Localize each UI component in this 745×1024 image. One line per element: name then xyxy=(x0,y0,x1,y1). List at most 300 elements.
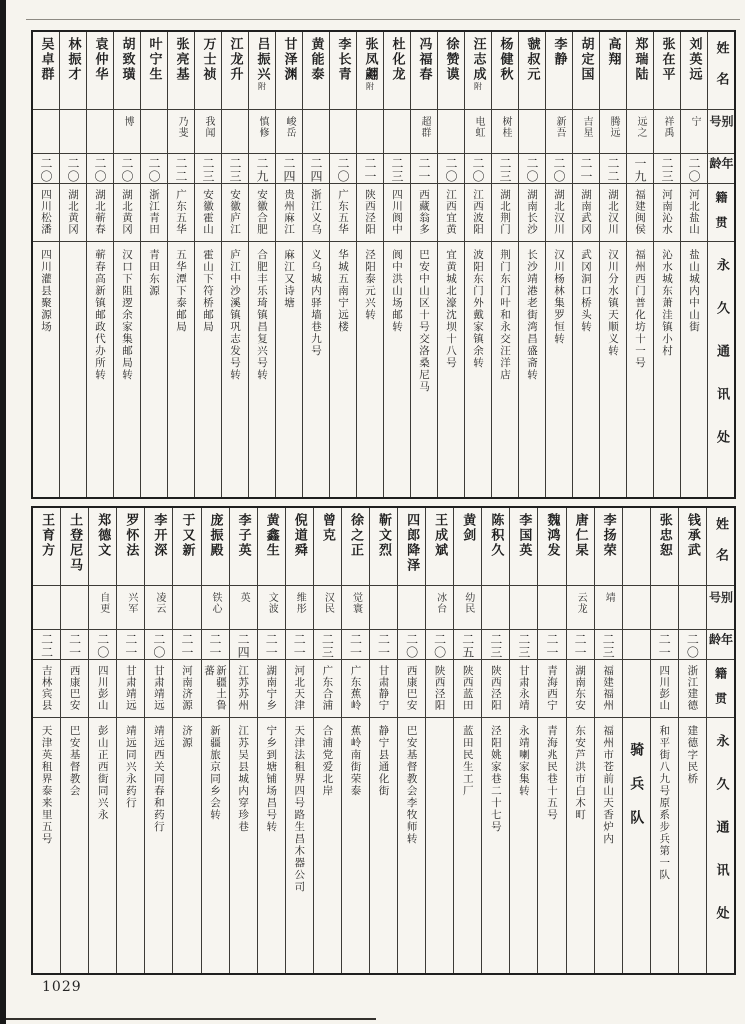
roster-column xyxy=(653,32,680,497)
person-age xyxy=(249,154,275,184)
person-name-text: 张在平 xyxy=(659,37,675,82)
person-native-text: 湖北汉川 xyxy=(607,189,619,235)
person-alias-text: 我闻 xyxy=(203,116,214,138)
person-alias xyxy=(454,586,481,630)
person-native-place xyxy=(538,660,565,718)
header-name-text: 姓名 xyxy=(712,517,728,579)
person-address xyxy=(510,718,537,973)
person-alias-text: 乃斐 xyxy=(176,116,187,138)
person-alias xyxy=(411,110,437,154)
roster-column xyxy=(369,508,397,973)
person-alias xyxy=(230,586,257,630)
person-alias xyxy=(249,110,275,154)
person-address-text: 东安芦洪市白木町 xyxy=(574,725,587,821)
header-native-text: 籍贯 xyxy=(714,191,728,241)
person-age-text: 二一 xyxy=(348,633,363,659)
person-name xyxy=(168,32,194,110)
person-alias xyxy=(33,586,60,630)
person-age xyxy=(454,630,481,660)
person-name xyxy=(465,32,491,110)
person-name xyxy=(492,32,518,110)
person-alias xyxy=(426,586,453,630)
person-name-text: 吴卓群 xyxy=(38,37,54,82)
person-native-text: 江苏苏州 xyxy=(237,665,250,711)
roster-column xyxy=(140,32,167,497)
person-name xyxy=(370,508,397,586)
roster-column xyxy=(650,508,678,973)
person-name-text: 徐赞谟 xyxy=(443,37,459,82)
person-age-text: 二〇 xyxy=(93,157,107,183)
header-name-label xyxy=(708,32,734,110)
person-age-text: 二三 xyxy=(516,633,531,659)
person-name xyxy=(651,508,678,586)
person-address xyxy=(342,718,369,973)
person-alias-text: 铁心 xyxy=(210,592,222,614)
person-name xyxy=(33,32,59,110)
person-native-place xyxy=(117,660,144,718)
person-address-text: 蕲春高新镇邮政代办所转 xyxy=(94,249,106,381)
person-age-text: 二〇 xyxy=(95,633,110,659)
person-alias xyxy=(538,586,565,630)
person-name-text: 张忠恕 xyxy=(656,513,672,558)
roster-column xyxy=(509,508,537,973)
person-age-text: 二〇 xyxy=(432,633,447,659)
person-age-text: 二三 xyxy=(488,633,503,659)
person-age-text: 二一 xyxy=(123,633,138,659)
person-alias xyxy=(342,586,369,630)
person-address-text: 静宁县通化街 xyxy=(377,725,390,797)
person-age xyxy=(258,630,285,660)
person-name-text: 于又新 xyxy=(179,513,195,558)
person-name-text: 李开深 xyxy=(151,513,167,558)
person-alias-text: 兴军 xyxy=(125,592,137,614)
person-address xyxy=(600,242,626,497)
person-native-place xyxy=(87,184,113,242)
person-address-text: 宁乡到塘铺场昌号转 xyxy=(265,725,278,833)
person-age-text: 二〇 xyxy=(39,157,53,183)
header-name-label xyxy=(707,508,734,586)
person-age-text: 二一 xyxy=(544,633,559,659)
person-name xyxy=(222,32,248,110)
person-age xyxy=(654,154,680,184)
person-address xyxy=(573,242,599,497)
person-native-place xyxy=(627,184,653,242)
person-address-text: 天津英租界泰来里五号 xyxy=(40,725,53,845)
person-age xyxy=(230,630,257,660)
person-native-text: 四川彭山 xyxy=(658,665,671,711)
person-address-text: 盐山城内中山街 xyxy=(688,249,700,333)
person-native-text: 四川松潘 xyxy=(40,189,52,235)
person-name xyxy=(61,508,88,586)
person-address xyxy=(303,242,329,497)
person-alias-text: 自更 xyxy=(97,592,109,614)
person-name xyxy=(510,508,537,586)
person-age-text: 二一 xyxy=(573,633,588,659)
person-address-text: 汉川分水镇天顺义转 xyxy=(607,249,619,357)
person-address-text: 天津法租界四号路生昌木器公司 xyxy=(293,725,306,893)
person-age xyxy=(314,630,341,660)
person-address-text: 福州市苍前山天香炉内 xyxy=(602,725,615,845)
person-native-text: 安徽霍山 xyxy=(202,189,214,235)
header-age-text: 年龄 xyxy=(708,157,734,171)
person-native-place xyxy=(370,660,397,718)
person-alias xyxy=(465,110,491,154)
person-address xyxy=(492,242,518,497)
person-alias-text: 树桂 xyxy=(500,116,511,138)
person-name-text: 张亮基 xyxy=(173,37,189,82)
person-name-text: 吕振兴 xyxy=(254,37,270,82)
person-address-text: 长沙靖港老街湾昌盛斋转 xyxy=(526,249,538,381)
person-address-text: 阆中洪山场邮转 xyxy=(391,249,403,333)
person-native-text: 湖南长沙 xyxy=(526,189,538,235)
person-native-text: 福建闽侯 xyxy=(634,189,646,235)
person-native-text: 贵州麻江 xyxy=(283,189,295,235)
person-alias xyxy=(303,110,329,154)
person-native-place xyxy=(454,660,481,718)
person-native-text: 湖北汉川 xyxy=(553,189,565,235)
roster-column xyxy=(201,508,229,973)
person-alias xyxy=(627,110,653,154)
person-alias xyxy=(117,586,144,630)
person-age xyxy=(623,630,650,660)
person-name-text: 徐之正 xyxy=(347,513,363,558)
person-name xyxy=(195,32,221,110)
person-alias-text: 维彤 xyxy=(294,592,306,614)
person-native-text: 四川阆中 xyxy=(391,189,403,235)
person-address xyxy=(627,242,653,497)
person-name xyxy=(679,508,706,586)
person-native-place xyxy=(276,184,302,242)
person-address xyxy=(314,718,341,973)
person-name xyxy=(482,508,509,586)
person-age xyxy=(141,154,167,184)
person-age-text: 二一 xyxy=(579,157,593,183)
person-address xyxy=(465,242,491,497)
person-age xyxy=(168,154,194,184)
person-age-text: 二四 xyxy=(236,633,251,659)
person-address xyxy=(249,242,275,497)
person-alias xyxy=(398,586,425,630)
person-native-place xyxy=(398,660,425,718)
person-native-place xyxy=(679,660,706,718)
person-address-text: 靖远西关同春和药行 xyxy=(152,725,165,833)
person-age-text: 二三 xyxy=(320,633,335,659)
roster-column xyxy=(425,508,453,973)
person-name xyxy=(117,508,144,586)
person-alias-text: 靖 xyxy=(603,592,615,603)
person-name xyxy=(258,508,285,586)
scan-edge-top xyxy=(26,19,740,20)
person-native-text: 安徽庐江 xyxy=(229,189,241,235)
person-name-text: 李国英 xyxy=(516,513,532,558)
person-address xyxy=(651,718,678,973)
person-alias xyxy=(357,110,383,154)
person-address-text: 四川灌县聚源场 xyxy=(40,249,52,333)
person-name-text: 张凤翽 xyxy=(362,37,378,82)
person-native-text: 湖北黄冈 xyxy=(121,189,133,235)
roster-column xyxy=(453,508,481,973)
person-name xyxy=(681,32,707,110)
person-native-text: 浙江青田 xyxy=(148,189,160,235)
person-name-text: 江龙升 xyxy=(227,37,243,82)
person-address-text: 合浦党爱北岸 xyxy=(321,725,334,797)
roster-column xyxy=(594,508,622,973)
person-name-suffix: 附 xyxy=(473,82,483,92)
person-native-place xyxy=(33,184,59,242)
person-native-place xyxy=(342,660,369,718)
person-age-text: 二一 xyxy=(417,157,431,183)
person-alias xyxy=(330,110,356,154)
person-alias xyxy=(61,586,88,630)
person-name-text: 袁仲华 xyxy=(92,37,108,82)
header-address-text: 永久通讯处 xyxy=(714,258,729,473)
person-native-text: 吉林宾县 xyxy=(40,665,53,711)
person-address xyxy=(679,718,706,973)
person-native-text: 甘肃永靖 xyxy=(517,665,530,711)
header-native-text: 籍贯 xyxy=(713,667,728,717)
person-age xyxy=(89,630,116,660)
person-native-place xyxy=(202,660,229,718)
person-alias-text: 祥禹 xyxy=(662,116,673,138)
person-age xyxy=(195,154,221,184)
person-name-text: 李子英 xyxy=(235,513,251,558)
header-alias-text: 别号 xyxy=(708,115,734,136)
person-age xyxy=(538,630,565,660)
person-native-place xyxy=(384,184,410,242)
person-name xyxy=(438,32,464,110)
person-age-text: 二〇 xyxy=(685,633,700,659)
person-address xyxy=(168,242,194,497)
person-address-text: 庐江中沙溪镇巩志发号转 xyxy=(229,249,241,381)
person-name-text: 曾克 xyxy=(319,513,335,543)
person-alias xyxy=(141,110,167,154)
roster-column xyxy=(397,508,425,973)
person-alias xyxy=(595,586,622,630)
person-native-text: 江西宜黄 xyxy=(445,189,457,235)
person-alias-text: 电虹 xyxy=(473,116,484,138)
person-age-text: 二二 xyxy=(39,633,54,659)
person-name-text: 虢叔元 xyxy=(524,37,540,82)
roster-column xyxy=(194,32,221,497)
person-address xyxy=(114,242,140,497)
person-address xyxy=(89,718,116,973)
person-age-text: 二〇 xyxy=(151,633,166,659)
person-address xyxy=(426,718,453,973)
person-name xyxy=(411,32,437,110)
person-age xyxy=(651,630,678,660)
person-alias xyxy=(370,586,397,630)
roster-column xyxy=(59,32,86,497)
person-age xyxy=(595,630,622,660)
person-age xyxy=(33,154,59,184)
person-name xyxy=(314,508,341,586)
person-name-text: 汪志成 xyxy=(470,37,486,82)
person-native-place xyxy=(600,184,626,242)
header-age-text: 年龄 xyxy=(707,633,734,647)
person-age-text: 二二 xyxy=(606,157,620,183)
person-name xyxy=(654,32,680,110)
roster-column xyxy=(33,32,59,497)
person-age xyxy=(426,630,453,660)
person-name-text: 倪道舜 xyxy=(291,513,307,558)
person-native-text: 江西波阳 xyxy=(472,189,484,235)
person-age xyxy=(173,630,200,660)
person-name xyxy=(573,32,599,110)
person-name xyxy=(60,32,86,110)
person-native-place xyxy=(222,184,248,242)
person-alias xyxy=(681,110,707,154)
person-native-place xyxy=(357,184,383,242)
person-age-text: 二三 xyxy=(660,157,674,183)
person-age xyxy=(330,154,356,184)
person-name xyxy=(202,508,229,586)
person-native-text: 广东五华 xyxy=(175,189,187,235)
person-native-place xyxy=(141,184,167,242)
person-address-text: 巴安基督教会李牧师转 xyxy=(405,725,418,845)
person-name xyxy=(600,32,626,110)
person-alias xyxy=(546,110,572,154)
person-age-text: 二四 xyxy=(309,157,323,183)
person-address-text: 沁水城东萧洼镇小村 xyxy=(661,249,673,357)
person-name-text: 李扬荣 xyxy=(600,513,616,558)
person-address-text: 新疆旅京同乡会转 xyxy=(209,725,222,821)
person-alias-text: 汉民 xyxy=(322,592,334,614)
roster-column xyxy=(383,32,410,497)
person-address-text: 蕉岭南街荣泰 xyxy=(349,725,362,797)
person-name-text: 杜化龙 xyxy=(389,37,405,82)
person-address-text: 霍山下符桥邮局 xyxy=(202,249,214,333)
person-native-place xyxy=(33,660,60,718)
person-age-text: 二三 xyxy=(601,633,616,659)
person-name xyxy=(623,508,650,586)
person-alias-text: 吉星 xyxy=(581,116,592,138)
person-native-text: 广东五华 xyxy=(337,189,349,235)
person-alias xyxy=(384,110,410,154)
person-native-text: 安徽合肥 xyxy=(256,189,268,235)
person-name xyxy=(384,32,410,110)
person-name xyxy=(173,508,200,586)
person-native-place xyxy=(61,660,88,718)
person-address xyxy=(623,718,650,973)
person-age-text: 二五 xyxy=(460,633,475,659)
person-address-text: 武冈洞口桥头转 xyxy=(580,249,592,333)
roster-table-top xyxy=(31,30,736,499)
person-name xyxy=(276,32,302,110)
person-age-text: 二〇 xyxy=(120,157,134,183)
person-alias xyxy=(89,586,116,630)
table-header-column xyxy=(706,508,734,973)
person-age xyxy=(61,630,88,660)
header-address-label xyxy=(707,718,734,973)
person-native-place xyxy=(258,660,285,718)
person-native-place xyxy=(465,184,491,242)
person-age-text: 二〇 xyxy=(147,157,161,183)
person-address xyxy=(286,718,313,973)
person-address xyxy=(411,242,437,497)
person-alias xyxy=(492,110,518,154)
person-address-text: 泾阳姚家巷二十七号 xyxy=(489,725,502,833)
person-address-text: 汉口下阻逻余家集邮局转 xyxy=(121,249,133,381)
person-address-text: 麻江又诗塘 xyxy=(283,249,295,309)
person-address xyxy=(595,718,622,973)
roster-column xyxy=(566,508,594,973)
person-age xyxy=(679,630,706,660)
person-alias xyxy=(510,586,537,630)
person-alias xyxy=(623,586,650,630)
person-native-text: 青海西宁 xyxy=(545,665,558,711)
person-age xyxy=(600,154,626,184)
person-age xyxy=(114,154,140,184)
person-address-text: 建德字民桥 xyxy=(686,725,699,785)
person-alias-text: 幼民 xyxy=(462,592,474,614)
header-native-label xyxy=(708,184,734,242)
person-name xyxy=(114,32,140,110)
person-native-place xyxy=(249,184,275,242)
person-alias xyxy=(651,586,678,630)
person-age xyxy=(60,154,86,184)
person-age xyxy=(567,630,594,660)
roster-column xyxy=(144,508,172,973)
person-address xyxy=(258,718,285,973)
roster-column xyxy=(113,32,140,497)
person-age xyxy=(370,630,397,660)
person-name-text: 林振才 xyxy=(65,37,81,82)
roster-column xyxy=(167,32,194,497)
person-age-text: 二一 xyxy=(179,633,194,659)
person-name xyxy=(426,508,453,586)
person-native-text: 甘肃靖远 xyxy=(124,665,137,711)
person-native-text: 广东蕉岭 xyxy=(349,665,362,711)
person-address xyxy=(454,718,481,973)
header-name-text: 姓名 xyxy=(713,41,729,103)
roster-column xyxy=(678,508,706,973)
person-age xyxy=(202,630,229,660)
person-age xyxy=(276,154,302,184)
person-alias-text: 文波 xyxy=(266,592,278,614)
person-age xyxy=(222,154,248,184)
person-age-text: 一九 xyxy=(633,157,647,183)
person-alias xyxy=(114,110,140,154)
person-age xyxy=(87,154,113,184)
person-native-text: 甘肃静宁 xyxy=(377,665,390,711)
person-age xyxy=(303,154,329,184)
roster-column xyxy=(537,508,565,973)
person-name-text: 王成斌 xyxy=(432,513,448,558)
person-name xyxy=(303,32,329,110)
person-age xyxy=(411,154,437,184)
person-native-text: 浙江建德 xyxy=(686,665,699,711)
roster-column xyxy=(481,508,509,973)
roster-column xyxy=(491,32,518,497)
person-age xyxy=(145,630,172,660)
person-address xyxy=(357,242,383,497)
header-age-label xyxy=(708,154,734,184)
person-address xyxy=(33,242,59,497)
roster-column xyxy=(275,32,302,497)
person-native-place xyxy=(623,660,650,718)
person-age xyxy=(117,630,144,660)
person-alias xyxy=(222,110,248,154)
person-address xyxy=(60,242,86,497)
person-age-text: 二一 xyxy=(292,633,307,659)
person-address xyxy=(173,718,200,973)
person-name-text: 王育方 xyxy=(39,513,55,558)
person-address xyxy=(141,242,167,497)
roster-column xyxy=(172,508,200,973)
person-name-text: 胡定国 xyxy=(578,37,594,82)
person-name-text: 土登尼马 xyxy=(67,513,83,573)
header-alias-text: 别号 xyxy=(707,591,734,612)
